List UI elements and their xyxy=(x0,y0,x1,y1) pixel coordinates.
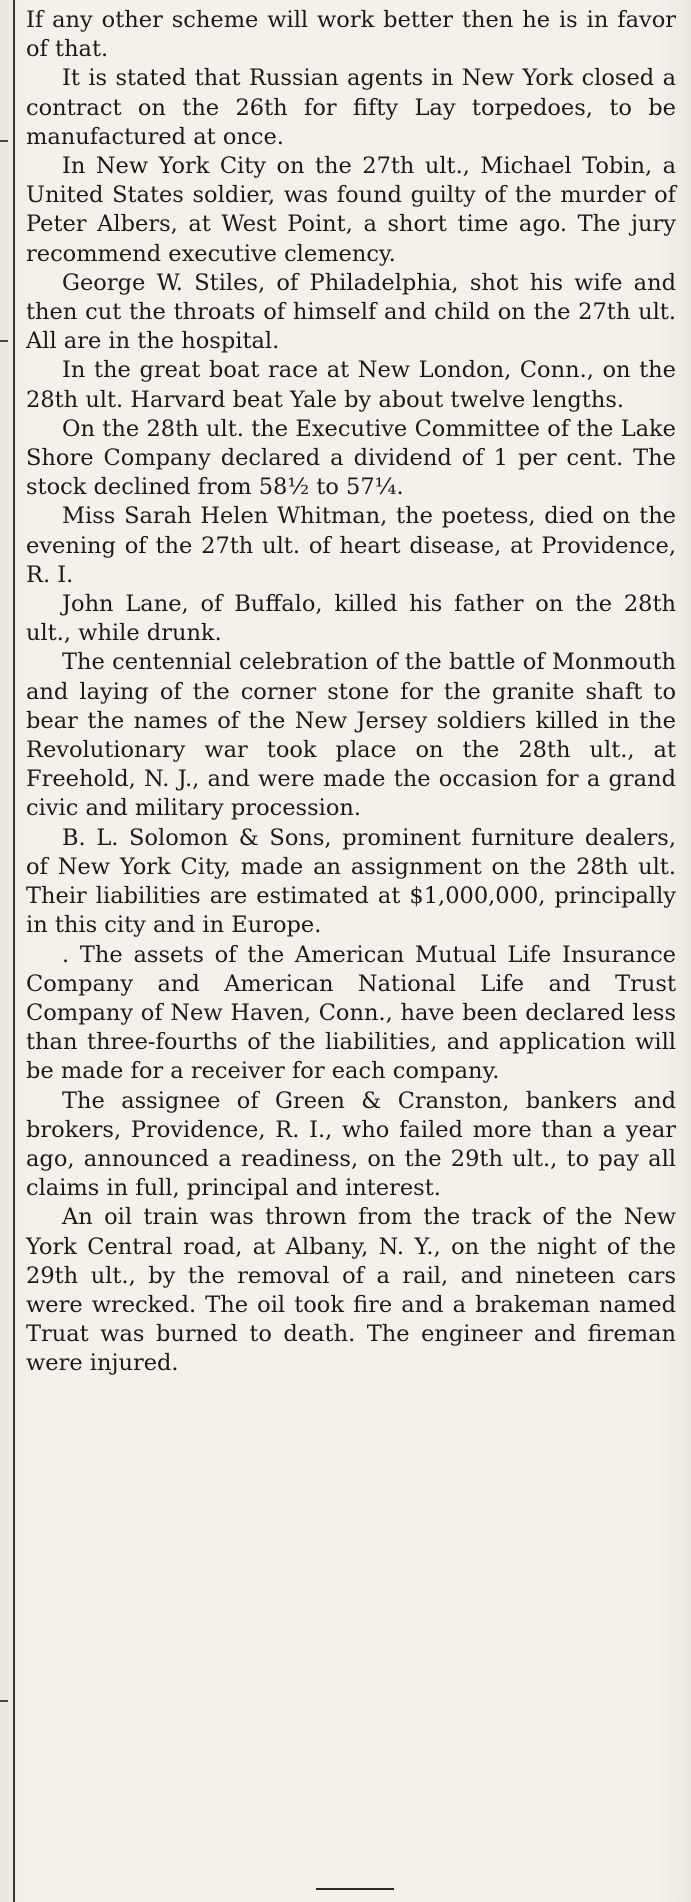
margin-mark xyxy=(0,140,8,142)
news-paragraph: . The assets of the American Mutual Life Insurance Company and American National Life and Trust Company of New Haven, Conn., have been declared less than three-fourths of the liabilities, and application will be made for a receiver for each company. xyxy=(26,941,676,1085)
news-paragraph: An oil train was thrown from the track of the New York Central road, at Albany, N. Y., on the night of the 29th ult., by the removal of a rail, and nineteen cars were wrecked. The oil took fire and a brakeman named Truat was burned to death. The engineer and fireman were injured. xyxy=(26,1204,676,1377)
news-paragraph: In New York City on the 27th ult., Michael Tobin, a United States soldier, was found guilty of the murder of Peter Albers, at West Point, a short time ago. The jury recommend executive clemency. xyxy=(26,153,676,267)
news-column xyxy=(26,6,676,1379)
news-paragraph: It is stated that Russian agents in New York closed a contract on the 26th for fifty Lay torpedoes, to be manufactured at once. xyxy=(26,65,676,150)
margin-mark xyxy=(0,340,8,342)
news-paragraph: If any other scheme will work better then he is in favor of that. xyxy=(26,7,676,63)
article-end-rule xyxy=(316,1888,394,1890)
margin-mark xyxy=(0,1700,8,1702)
news-paragraph: George W. Stiles, of Philadelphia, shot his wife and then cut the throats of himself and child on the 27th ult. All are in the hospital. xyxy=(26,269,676,355)
news-paragraph: B. L. Solomon & Sons, prominent furniture dealers, of New York City, made an assignment on the 28th ult. Their liabilities are estimated at $1,000,000, principally in this city and in Europe. xyxy=(26,824,676,939)
column-rule xyxy=(13,0,15,1902)
news-paragraph: John Lane, of Buffalo, killed his father on the 28th ult., while drunk. xyxy=(26,591,676,647)
news-paragraph: In the great boat race at New London, Conn., on the 28th ult. Harvard beat Yale by about twelve lengths. xyxy=(26,357,676,413)
news-paragraph: The assignee of Green & Cranston, bankers and brokers, Providence, R. I., who failed more than a year ago, announced a readiness, on the 29th ult., to pay all claims in full, principal and interest. xyxy=(26,1087,676,1202)
news-paragraph: The centennial celebration of the battle of Monmouth and laying of the corner stone for the granite shaft to bear the names of the New Jersey soldiers killed in the Revolutionary war took place on the 28th ult., at Freehold, N. J., and were made the occasion for a grand civic and military procession. xyxy=(26,649,676,822)
news-paragraph: Miss Sarah Helen Whitman, the poetess, died on the evening of the 27th ult. of heart disease, at Providence, R. I. xyxy=(26,503,676,588)
news-paragraph: On the 28th ult. the Executive Committee of the Lake Shore Company declared a dividend of 1 per cent. The stock declined from 58½ to 57¼. xyxy=(26,415,676,501)
